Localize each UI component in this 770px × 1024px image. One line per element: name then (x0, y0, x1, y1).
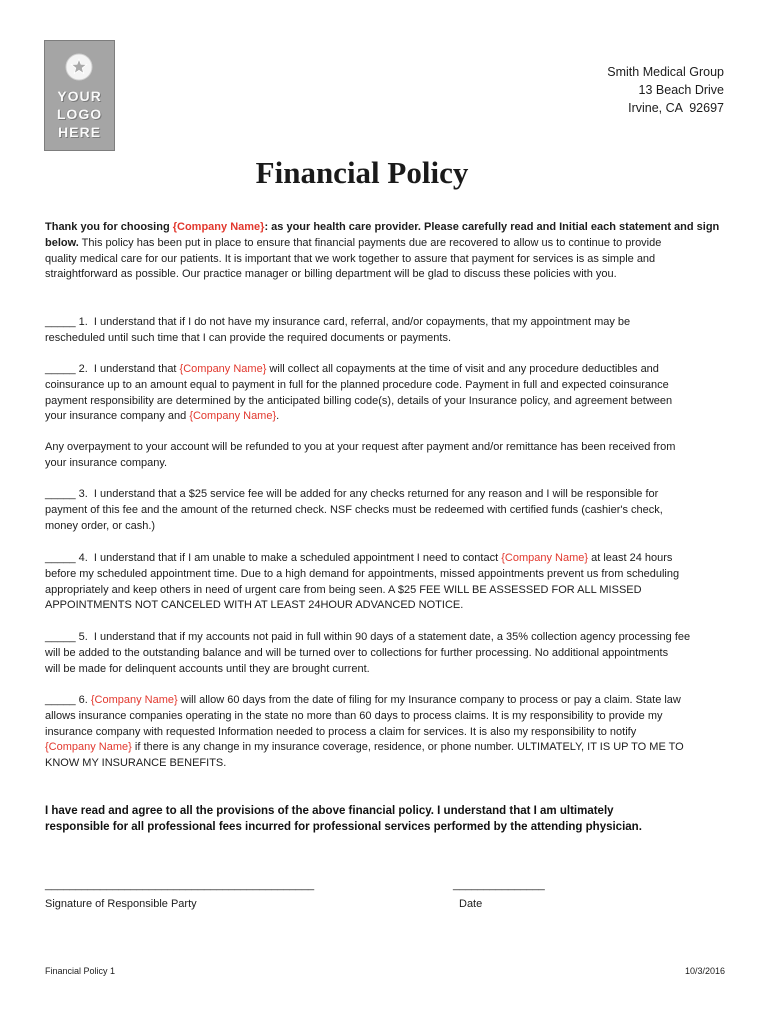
policy-line (45, 362, 735, 378)
policy-line: will be made for delinquent accounts until they are brought current. (45, 662, 370, 675)
logo-placeholder (44, 40, 115, 151)
policy-line: _____ 5. I understand that if my accounts not paid in full within 90 days of a statement date, a 35% collection agency processing fee (45, 631, 691, 643)
signature-line: ____________________________________________ (45, 879, 315, 891)
policy-line: rescheduled until such time that I can provide the required documents or payments. (45, 331, 452, 344)
policy-line: insurance company with requested Information needed to process a claim for services. It is also my responsibility to notify (45, 725, 637, 738)
policy-line (45, 551, 735, 567)
policy-item-2 (45, 362, 735, 425)
line-text-bold: below. (45, 236, 79, 249)
line-text: This policy has been put in place to ensure that financial payments due are recovered to allow us to continue to provide (78, 236, 662, 249)
date-line: _______________ (453, 879, 545, 891)
line-text: . (276, 410, 280, 423)
practice-city: Irvine, CA 92697 (628, 101, 724, 115)
line-text: will collect all copayments at the time of visit and any procedure deductibles and (266, 363, 659, 375)
policy-item-6 (45, 693, 735, 772)
policy-line: money order, or cash.) (45, 519, 156, 532)
date-label: Date (459, 898, 483, 910)
footer-document-name: Financial Policy 1 (45, 966, 116, 976)
company-name-placeholder: {Company Name} (501, 552, 589, 564)
logo-text (45, 87, 114, 141)
line-text: _____ 6. (45, 694, 91, 706)
policy-item-3 (45, 487, 735, 534)
line-text: your insurance company and (45, 410, 190, 423)
practice-name: Smith Medical Group (607, 65, 724, 79)
agreement-line: responsible for all professional fees incurred for professional services performed by the attending physician. (45, 821, 642, 833)
policy-line: payment responsibility are determined by the anticipated billing code(s), details of your Insurance policy, and agreement between (45, 394, 673, 407)
line-text: if there is any change in my insurance coverage, residence, or phone number. ULTIMATELY, IT IS UP TO ME TO (131, 741, 684, 754)
star-icon (64, 52, 94, 82)
policy-line: _____ 1. I understand that if I do not have my insurance card, referral, and/or copayments, that my appointment may be (45, 316, 631, 328)
policy-line: coinsurance up to an amount equal to payment in full for the planned procedure code. Payment in full and expected coinsurance (45, 378, 669, 391)
policy-item-1 (45, 315, 735, 347)
policy-line: will be added to the outstanding balance and will be turned over to collections for further processing. No additional appointments (45, 646, 669, 659)
policy-line: allows insurance companies operating in the state no more than 60 days to process claims. It is my responsibility to provide my (45, 709, 663, 722)
logo-text-line: YOUR (57, 88, 102, 104)
line-text: Thank you for choosing (45, 221, 173, 233)
agreement-statement (45, 803, 735, 835)
intro-line: quality medical care for our patients. It is important that we work together to assure that payment for services is as simple and (45, 252, 656, 265)
company-name-placeholder: {Company Name} (179, 363, 267, 375)
signature-label: Signature of Responsible Party (45, 898, 197, 910)
policy-line (45, 740, 735, 756)
policy-line: payment of this fee and the amount of the returned check. NSF checks must be redeemed with certified funds (cashier's check, (45, 503, 663, 516)
intro-line (45, 236, 735, 252)
policy-line (45, 693, 735, 709)
line-text: _____ 4. I understand that if I am unable to make a scheduled appointment I need to contact (45, 552, 502, 564)
policy-line: KNOW MY INSURANCE BENEFITS. (45, 757, 227, 770)
policy-item-5 (45, 630, 735, 677)
policy-line: Any overpayment to your account will be refunded to you at your request after payment and/or remittance has been received from (45, 441, 676, 453)
policy-line: APPOINTMENTS NOT CANCELED WITH AT LEAST 24HOUR ADVANCED NOTICE. (45, 599, 464, 612)
company-name-placeholder: {Company Name} (172, 221, 265, 233)
line-text: : as your health care provider. Please carefully read and Initial each statement and sign (264, 221, 720, 233)
policy-line: your insurance company. (45, 456, 168, 469)
company-name-placeholder: {Company Name} (90, 694, 178, 706)
intro-paragraph (45, 220, 735, 283)
agreement-line: I have read and agree to all the provisions of the above financial policy. I understand that I am ultimately (45, 805, 614, 817)
document-title: Financial Policy (255, 155, 469, 190)
line-text: at least 24 hours (588, 552, 673, 564)
practice-address (607, 63, 724, 117)
policy-line (45, 409, 735, 425)
line-text: _____ 2. I understand that (45, 363, 180, 375)
policy-line: before my scheduled appointment time. Due to a high demand for appointments, missed appointments prevent us from scheduling (45, 567, 680, 580)
line-text: will allow 60 days from the date of filing for my Insurance company to process or pay a claim. State law (177, 694, 681, 706)
policy-item-4 (45, 551, 735, 614)
policy-line: _____ 3. I understand that a $25 service fee will be added for any checks returned for any reason and I will be responsible for (45, 488, 659, 500)
logo-text-line: HERE (58, 124, 101, 140)
company-name-placeholder: {Company Name} (189, 410, 277, 423)
footer-date: 10/3/2016 (684, 966, 725, 976)
overpayment-note (45, 440, 735, 472)
intro-line: straightforward as possible. Our practice manager or billing department will be glad to discuss these policies with you. (45, 268, 617, 281)
policy-line: appropriately and keep others in need of urgent care from being seen. A $25 FEE WILL BE ASSESSED FOR ALL MISSED (45, 583, 642, 596)
intro-line (45, 220, 735, 236)
practice-street: 13 Beach Drive (638, 83, 724, 97)
company-name-placeholder: {Company Name} (45, 741, 132, 754)
logo-text-line: LOGO (56, 106, 103, 122)
